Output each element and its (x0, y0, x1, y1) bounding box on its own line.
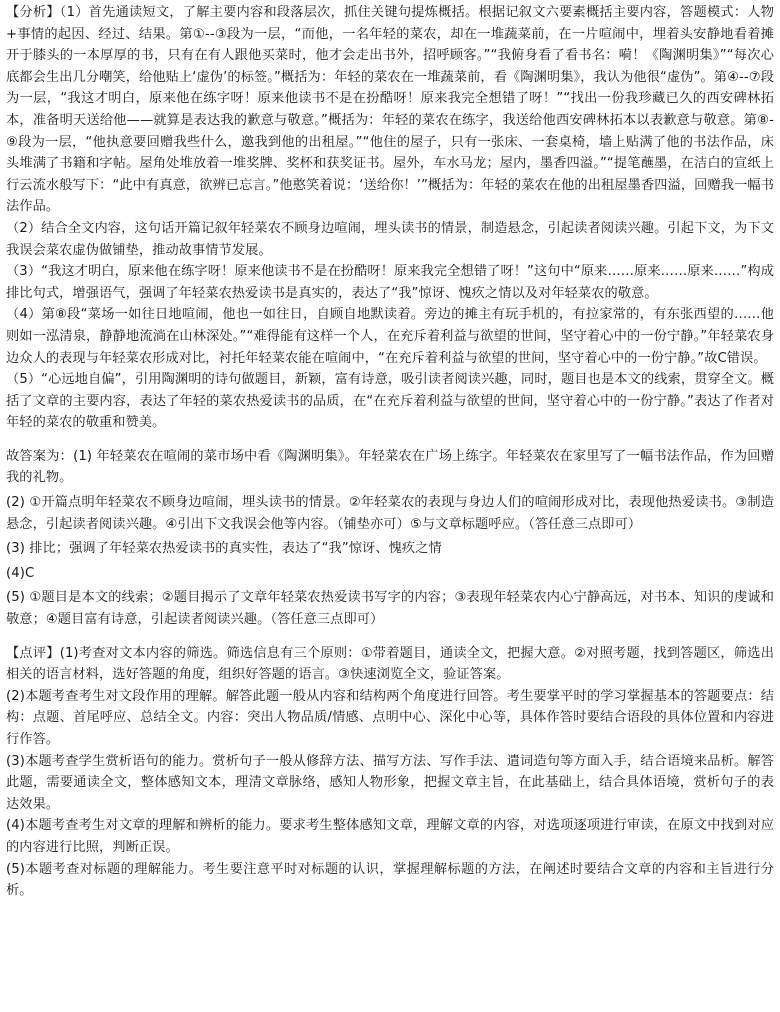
comment-3: (3)本题考查学生赏析语句的能力。赏析句子一般从修辞方法、描写方法、写作手法、遣词造句等方面入手，结合语境来品析。解答此题，需要通读全文，整体感知文本，理清文章脉络，感知人物形象，把握文章主旨，在此基础上，结合具体语境，赏析句子的表达效果。 (6, 753, 774, 812)
comment-section (6, 643, 774, 902)
comment-4: (4)本题考查考生对文章的理解和辨析的能力。要求考生整体感知文章，理解文章的内容，对选项逐项进行审读，在原文中找到对应的内容进行比照，判断正误。 (6, 818, 774, 855)
section-spacer (6, 434, 774, 446)
answer-2: (2) ①开篇点明年轻菜农不顾身边喧闹，埋头读书的情景。②年轻菜农的表现与身边人们的喧闹形成对比，表现他热爱读书。③制造悬念，引起读者阅读兴趣。④引出下文我误会他等内容。（铺垫亦可）⑤与文章标题呼应。（答任意三点即可） (6, 495, 774, 532)
answer-4: (4)C (6, 565, 35, 581)
analysis-paragraph-2: （2）结合全文内容，这句话开篇记叙年轻菜农不顾身边喧闹，埋头读书的情景，制造悬念，引起读者阅读兴趣。引起下文，为下文我误会菜农虚伪做铺垫，推动故事情节发展。 (6, 220, 774, 258)
analysis-paragraph-4: （4）第⑧段“菜场一如往日地喧闹，他也一如往日，自顾自地默读着。旁边的摊主有玩手机的，有拉家常的，有东张西望的……他则如一泓清泉，静静地流淌在山林深处。”“难得能有这样一个人，在充斥着利益与欲望的世间，坚守着心中的一份宁静。”年轻菜农身边众人的表现与年轻菜农形成对比，衬托年轻菜农能在喧闹中，“在充斥着利益与欲望的世间，坚守着心中的一份宁静。”故C错误。 (6, 307, 774, 366)
analysis-paragraph-5: （5）“心远地自偏”，引用陶渊明的诗句做题目，新颖，富有诗意，吸引读者阅读兴趣，同时，题目也是本文的线索，贯穿全文。概括了文章的主要内容，表达了年轻的菜农热爱读书的品质，在“在充斥着利益与欲望的世间，坚守着心中的一份宁静。”表达了作者对年轻的菜农的敬重和赞美。 (6, 372, 774, 431)
analysis-section (6, 2, 774, 434)
analysis-paragraph-1: 【分析】（1）首先通读短文，了解主要内容和段落层次，抓住关键句提炼概括。根据记叙文六要素概括主要内容，答题模式：人物+事情的起因、经过、结果。第①--③段为一层，“而他，一名年轻的菜农，却在一堆蔬菜前，在一片喧闹中，埋着头安静地看着摊开于膝头的一本厚厚的书，只有在有人跟他买菜时，他才会走出书外，招呼顾客。”“我俯身看了看书名：嗬！《陶渊明集》”“每次心底都会生出几分嘲笑，给他贴上‘虚伪’的标签。”概括为：年轻的菜农在一堆蔬菜前，看《陶渊明集》，我认为他很“虚伪”。第④--⑦段为一层，“我这才明白，原来他在练字呀！原来他读书不是在扮酷呀！原来我完全想错了呀！”“找出一份我珍藏已久的西安碑林拓本，准备明天送给他——就算是表达我的歉意与敬意。”概括为：年轻的菜农在练字，我送给他西安碑林拓本以表歉意与敬意。第⑧-⑨段为一层，“他执意要回赠我些什么，邀我到他的出租屋。”“他住的屋子，只有一张床、一套桌椅，墙上贴满了他的书法作品，床头堆满了书籍和字帖。屋角处堆放着一堆奖牌、奖杯和获奖证书。屋外，车水马龙；屋内，墨香四溢。”“提笔蘸墨，在洁白的宣纸上行云流水般写下：“此中有真意，欲辨已忘言。”他憨笑着说：‘送给你！’”概括为：年轻的菜农在他的出租屋墨香四溢，回赠我一幅书法作品。 (6, 5, 774, 215)
answer-1: 故答案为：(1) 年轻菜农在喧闹的菜市场中看《陶渊明集》。年轻菜农在广场上练字。年轻菜农在家里写了一幅书法作品，作为回赠我的礼物。 (6, 448, 774, 486)
analysis-paragraph-3: （3）“我这才明白，原来他在练字呀！原来他读书不是在扮酷呀！原来我完全想错了呀！”这句中“原来……原来……原来……”构成排比句式，增强语气，强调了年轻菜农热爱读书是真实的，表达了“我”惊讶、愧疚之情以及对年轻菜农的敬意。 (6, 264, 774, 301)
answer-section (6, 446, 774, 631)
answer-3: (3) 排比；强调了年轻菜农热爱读书的真实性，表达了“我”惊讶、愧疚之情 (6, 541, 442, 557)
answer-5: (5) ①题目是本文的线索；②题目揭示了文章年轻菜农热爱读书写字的内容；③表现年轻菜农内心宁静高远，对书本、知识的虔诚和敬意；④题目富有诗意，引起读者阅读兴趣。（答任意三点即可） (6, 590, 774, 628)
comment-2: (2)本题考查考生对文段作用的理解。解答此题一般从内容和结构两个角度进行回答。考生要掌平时的学习掌握基本的答题要点：结构：点题、首尾呼应、总结全文。内容：突出人物品质/情感、点明中心、深化中心等，具体作答时要结合语段的具体位置和内容进行作答。 (6, 688, 774, 747)
section-spacer (6, 631, 774, 643)
comment-5: (5)本题考查对标题的理解能力。考生要注意平时对标题的认识，掌握理解标题的方法，在阐述时要结合文章的内容和主旨进行分析。 (6, 861, 774, 899)
comment-1: 【点评】(1)考查对文本内容的筛选。筛选信息有三个原则：①带着题目，通读全文，把握大意。②对照考题，找到答题区，筛选出相关的语言材料，选好答题的角度，组织好答题的语言。③快速浏览全文，验证答案。 (6, 645, 774, 683)
